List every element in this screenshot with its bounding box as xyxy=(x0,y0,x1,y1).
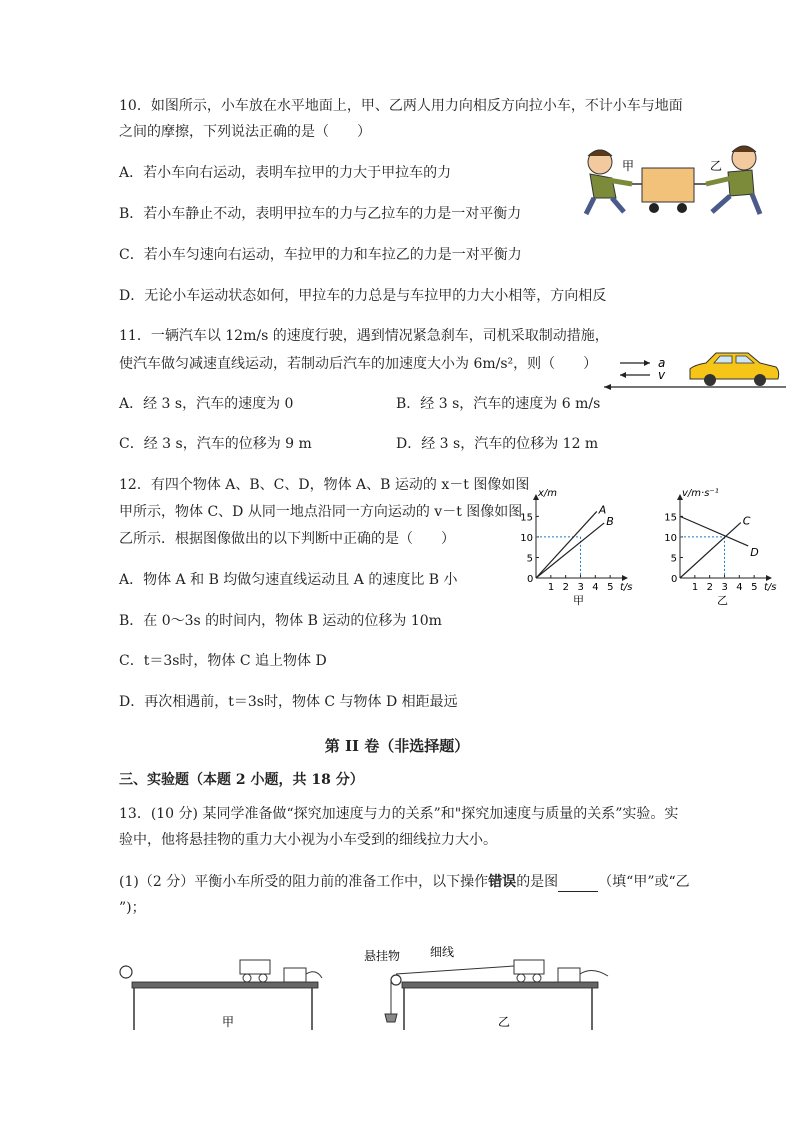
hanging-weight xyxy=(385,1014,397,1022)
q12-stem-line1: 12．有四个物体 A、B、C、D，物体 A、B 运动的 x－t 图像如图 xyxy=(119,477,530,493)
y-axis-label: v/m·s⁻¹ xyxy=(682,488,719,499)
q11-stem-line2: 使汽车做匀减速直线运动，若制动后汽车的加速度大小为 6m/s²，则（ ） xyxy=(119,356,598,372)
q10-stem-line2: 之间的摩擦，下列说法正确的是（ ） xyxy=(119,124,371,140)
series-label-A: A xyxy=(598,503,607,517)
q12-option-b: B．在 0～3s 的时间内，物体 B 运动的位移为 10m xyxy=(119,613,442,629)
q12-option-a: A．物体 A 和 B 均做匀速直线运动且 A 的速度比 B 小 xyxy=(119,572,458,588)
y-tick-label: 10 xyxy=(664,532,677,544)
label-v: v xyxy=(658,368,666,382)
origin-label: 0 xyxy=(671,574,678,585)
series-label-B: B xyxy=(606,514,614,528)
q11-option-c: C．经 3 s，汽车的位移为 9 m xyxy=(119,436,312,452)
x-tick-label: 5 xyxy=(751,582,758,593)
series-label-D: D xyxy=(750,545,759,559)
string xyxy=(396,966,514,974)
board-left xyxy=(132,982,318,988)
cart xyxy=(642,168,694,202)
pulley-left xyxy=(120,966,132,978)
y-axis-label: x/m xyxy=(538,488,558,499)
car-figure xyxy=(598,345,788,393)
label-hanging: 悬挂物 xyxy=(364,949,401,963)
cart-left xyxy=(240,960,270,974)
x-axis-arrow xyxy=(622,575,628,581)
y-tick-label: 15 xyxy=(664,512,677,524)
x-tick-label: 5 xyxy=(607,582,614,593)
x-tick-label: 4 xyxy=(592,582,599,593)
vt-chart xyxy=(658,488,778,610)
series-line-D xyxy=(680,516,748,546)
q11-option-b: B．经 3 s，汽车的速度为 6 m/s xyxy=(396,396,601,412)
q10-option-d: D．无论小车运动状态如何，甲拉车的力总是与车拉甲的力大小相等，方向相反 xyxy=(119,288,607,304)
q12-option-d: D．再次相遇前，t＝3s时，物体 C 与物体 D 相距最远 xyxy=(119,694,458,710)
car-body xyxy=(690,353,779,379)
cart-wheel-left xyxy=(649,203,659,213)
series-line-C xyxy=(680,523,741,578)
timer-right xyxy=(558,968,580,982)
chart-caption: 甲 xyxy=(573,594,584,607)
fig-label-yi: 乙 xyxy=(710,159,723,173)
x-tick-label: 3 xyxy=(577,582,584,593)
q13-sub1-line2: ”)； xyxy=(119,900,146,916)
q13-answer-blank[interactable] xyxy=(558,877,598,892)
y-tick-label: 10 xyxy=(520,532,533,544)
label-a: a xyxy=(658,356,666,370)
q13-sub1-bold: 错误 xyxy=(488,874,517,890)
timer-left xyxy=(284,968,306,982)
series-line-A xyxy=(536,511,597,578)
x-tick-label: 1 xyxy=(691,582,699,593)
q13-sub1-pre: (1)（2 分）平衡小车所受的阻力前的准备工作中，以下操作 xyxy=(119,874,489,890)
board-right xyxy=(402,982,598,988)
x-tick-label: 3 xyxy=(721,582,728,593)
q12-option-c: C．t＝3s时，物体 C 追上物体 D xyxy=(119,653,327,669)
caption-yi: 乙 xyxy=(498,1015,511,1029)
x-tick-label: 4 xyxy=(736,582,743,593)
y-tick-label: 5 xyxy=(670,553,677,565)
y-tick-label: 15 xyxy=(520,512,533,524)
cart-right xyxy=(514,960,544,974)
x-axis-label: t/s xyxy=(764,582,777,593)
person-right-body xyxy=(728,170,754,196)
q11-option-a: A．经 3 s，汽车的速度为 0 xyxy=(119,396,294,412)
x-axis-arrow xyxy=(766,575,772,581)
cart-wheel-right xyxy=(677,203,687,213)
q12-stem-line3: 乙所示．根据图像做出的以下判断中正确的是（ ） xyxy=(119,531,455,547)
car-wheel-front xyxy=(704,374,716,386)
x-tick-label: 2 xyxy=(706,582,714,593)
q11-option-d: D．经 3 s，汽车的位移为 12 m xyxy=(396,436,599,452)
tug-of-war-figure xyxy=(572,140,767,220)
q10-option-b: B．若小车静止不动，表明甲拉车的力与乙拉车的力是一对平衡力 xyxy=(119,206,522,222)
series-label-C: C xyxy=(742,514,751,528)
pulley-right xyxy=(391,975,401,985)
xt-chart xyxy=(514,488,634,610)
q13-sub1-post: 的是图 xyxy=(516,874,559,890)
part-title: 三、实验题（本题 2 小题，共 18 分） xyxy=(119,772,364,788)
q10-option-c: C．若小车匀速向右运动，车拉甲的力和车拉乙的力是一对平衡力 xyxy=(119,247,522,263)
x-tick-label: 1 xyxy=(547,582,555,593)
apparatus-figure xyxy=(112,938,622,1038)
label-string: 细线 xyxy=(430,945,455,959)
q10-option-a: A．若小车向右运动，表明车拉甲的力大于甲拉车的力 xyxy=(119,165,452,181)
car-wheel-rear xyxy=(754,374,766,386)
chart-caption: 乙 xyxy=(717,594,728,607)
x-tick-label: 2 xyxy=(562,582,570,593)
q13-stem-line1: 13．(10 分) 某同学准备做“探究加速度与力的关系”和"探究加速度与质量的关系”实验。实 xyxy=(119,806,679,822)
q13-sub1-tail: （填“甲”或“乙 xyxy=(598,874,690,890)
caption-jia: 甲 xyxy=(222,1015,235,1029)
series-line-B xyxy=(536,523,604,578)
q13-stem-line2: 验中，他将悬挂物的重力大小视为小车受到的细线拉力大小。 xyxy=(119,832,497,848)
q13-sub1-line1 xyxy=(119,872,690,892)
person-left-body xyxy=(590,174,616,198)
q10-stem-line1: 10．如图所示，小车放在水平地面上，甲、乙两人用力向相反方向拉小车，不计小车与地面 xyxy=(119,98,683,114)
section-title: 第 II 卷（非选择题） xyxy=(324,737,470,755)
fig-label-jia: 甲 xyxy=(622,159,635,173)
origin-label: 0 xyxy=(527,574,534,585)
q11-stem-line1: 11．一辆汽车以 12m/s 的速度行驶，遇到情况紧急刹车，司机采取制动措施， xyxy=(119,328,609,344)
x-axis-label: t/s xyxy=(620,582,633,593)
q12-stem-line2: 甲所示，物体 C、D 从同一地点沿同一方向运动的 v－t 图像如图 xyxy=(119,504,523,520)
y-tick-label: 5 xyxy=(526,553,533,565)
